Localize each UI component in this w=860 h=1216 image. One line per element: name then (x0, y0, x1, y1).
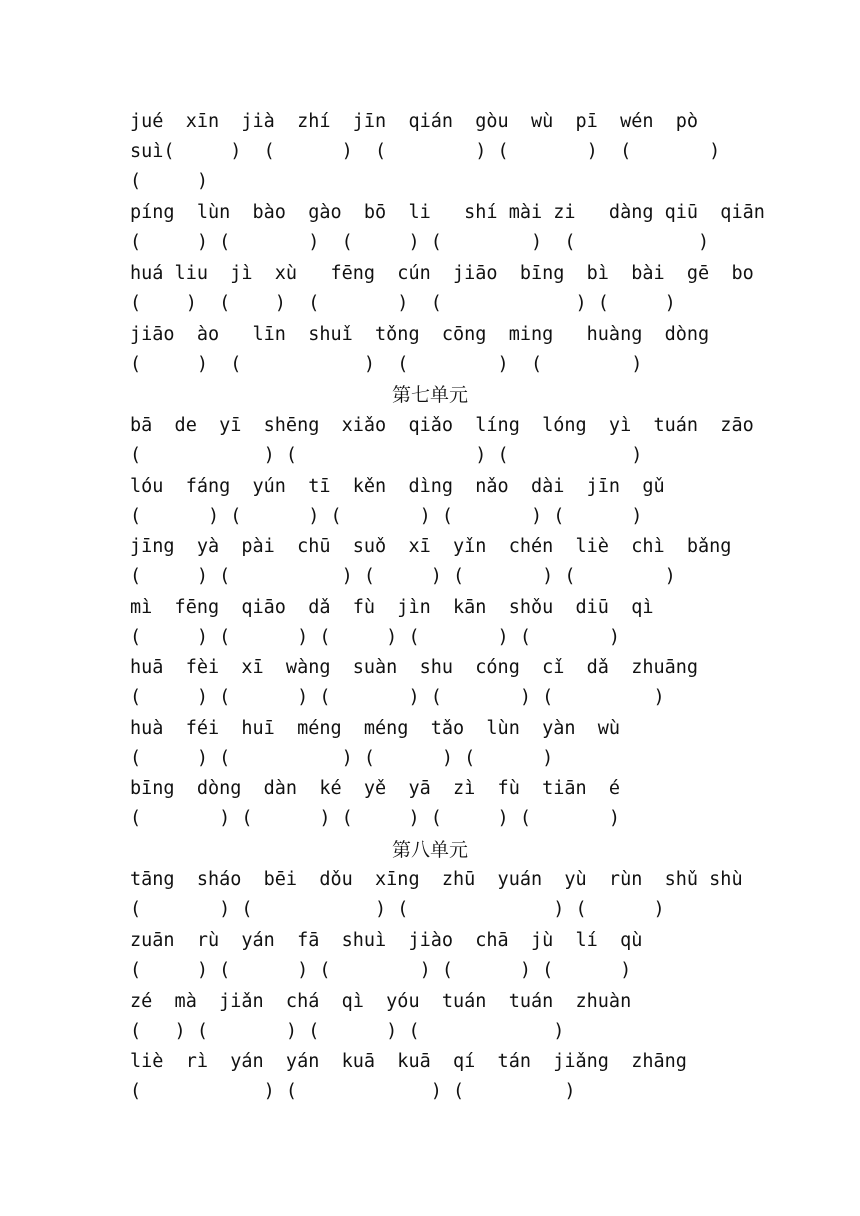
answer-blanks: ( ) (130, 171, 208, 192)
answer-blanks: ( ) ( ) ( ) ( ) ( ) (130, 627, 621, 648)
answer-blanks: ( ) ( ) ( ) ( ) ( ) (130, 687, 665, 708)
pinyin-line: bīng dòng dàn ké yě yā zì fù tiān é (130, 778, 621, 799)
answer-blanks: ( ) ( ) ( ) ( ) ( ) (130, 808, 621, 829)
unit7-heading: 第七单元 (391, 384, 468, 406)
answer-blanks: suì( ) ( ) ( ) ( ) ( ) (130, 141, 721, 162)
pinyin-line: jiāo ào līn shuǐ tǒng cōng ming huàng dòng (130, 324, 710, 345)
unit8-heading: 第八单元 (391, 839, 468, 861)
answer-blanks: ( ) ( ) ( ) ( ) (130, 1021, 565, 1042)
pinyin-line: lóu fáng yún tī kěn dìng nǎo dài jīn gǔ (130, 476, 665, 497)
pinyin-line: huá liu jì xù fēng cún jiāo bīng bì bài gē bo (130, 263, 754, 284)
answer-blanks: ( ) ( ) ( ) ( ) ( ) (130, 566, 676, 587)
pinyin-line: mì fēng qiāo dǎ fù jìn kān shǒu diū qì (130, 597, 654, 618)
pinyin-line: píng lùn bào gào bō li shí mài zi dàng qiū qiān (130, 202, 765, 223)
answer-blanks: ( ) ( ) ( ) (130, 1081, 576, 1102)
answer-blanks: ( ) ( ) ( ) ( ) (130, 354, 643, 375)
answer-blanks: ( ) ( ) ( ) ( ) ( ) (130, 506, 643, 527)
pinyin-line: zé mà jiǎn chá qì yóu tuán tuán zhuàn (130, 991, 632, 1012)
answer-blanks: ( ) ( ) ( ) ( ) ( ) (130, 293, 676, 314)
pinyin-line: tāng sháo bēi dǒu xīng zhū yuán yù rùn shǔ shù (130, 869, 743, 890)
pinyin-line: huā fèi xī wàng suàn shu cóng cǐ dǎ zhuāng (130, 657, 699, 678)
answer-blanks: ( ) ( ) ( ) ( ) ( ) (130, 232, 710, 253)
pinyin-line: jué xīn jià zhí jīn qián gòu wù pī wén pò (130, 111, 699, 132)
answer-blanks: ( ) ( ) ( ) ( ) (130, 899, 665, 920)
pinyin-line: zuān rù yán fā shuì jiào chā jù lí qù (130, 930, 643, 951)
answer-blanks: ( ) ( ) ( ) ( ) ( ) (130, 960, 632, 981)
pinyin-line: bā de yī shēng xiǎo qiǎo líng lóng yì tuán zāo (130, 415, 754, 436)
pinyin-line: liè rì yán yán kuā kuā qí tán jiǎng zhāng (130, 1051, 687, 1072)
pinyin-line: huà féi huī méng méng tǎo lùn yàn wù (130, 718, 621, 739)
pinyin-line: jīng yà pài chū suǒ xī yǐn chén liè chì bǎng (130, 536, 732, 557)
answer-blanks: ( ) ( ) ( ) (130, 445, 643, 466)
answer-blanks: ( ) ( ) ( ) ( ) (130, 748, 554, 769)
